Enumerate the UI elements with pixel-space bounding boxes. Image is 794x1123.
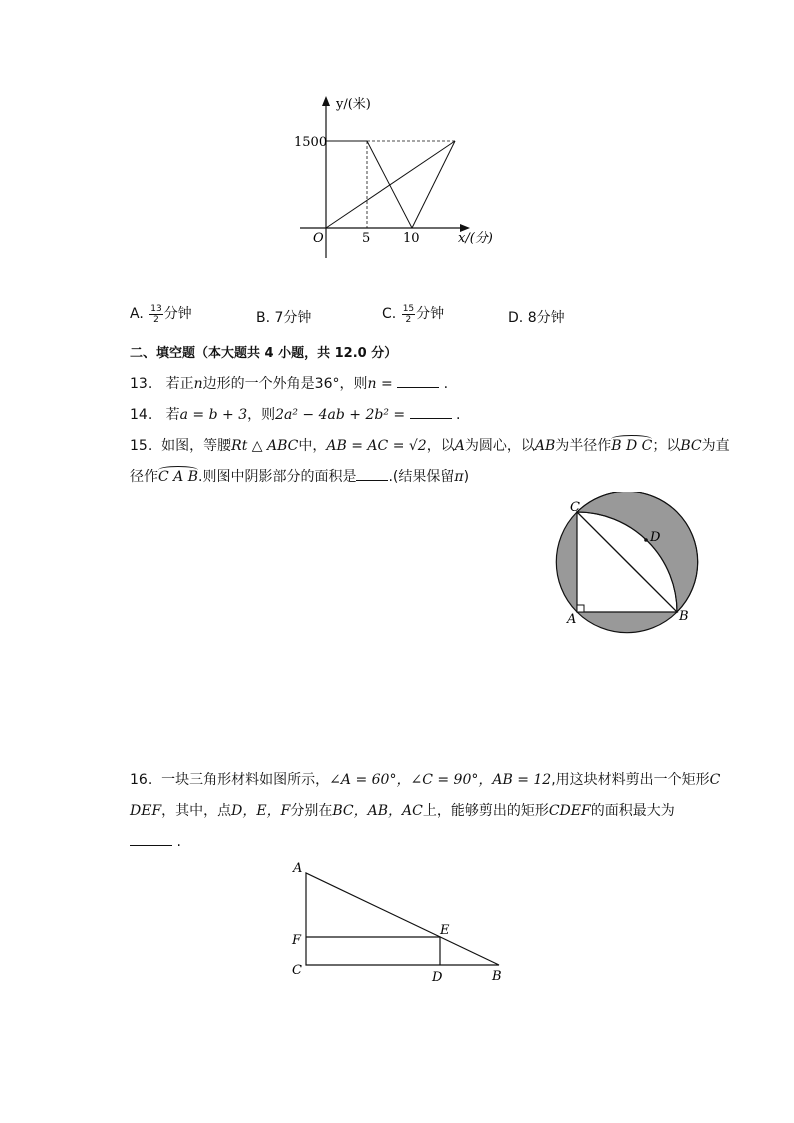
option-d[interactable] <box>508 307 565 327</box>
q14-expression: 2a² − 4ab + 2b² = <box>275 407 406 423</box>
option-a-unit: 分钟 <box>163 306 192 322</box>
q14-condition: a = b + 3 <box>179 407 248 423</box>
option-b[interactable] <box>256 307 311 327</box>
label-d-16: D <box>432 970 443 985</box>
label-c-16: C <box>292 963 302 978</box>
triangle-abc-16 <box>306 873 499 965</box>
q16-figure <box>280 855 510 990</box>
label-d: D <box>650 530 661 545</box>
y-axis-label: y/(米) <box>336 97 371 112</box>
question-16-line3: . <box>130 834 181 850</box>
segment-down <box>367 141 412 228</box>
option-a-fraction: $\frac{13}{2}$ <box>150 303 162 325</box>
option-d-label: D. <box>508 310 524 326</box>
q16-answer-blank[interactable] <box>130 845 172 846</box>
q13-var-n: n <box>193 376 203 392</box>
question-15-line1: 15. 如图，等腰Rt △ ABC中，AB = AC = √2，以A为圆心，以AB为半径作B D C；以BC为直 <box>130 438 730 454</box>
option-a-label: A. <box>130 306 144 322</box>
q15-number: 15. <box>130 438 153 454</box>
section-heading: 二、填空题（本大题共 4 小题，共 12.0 分） <box>130 346 398 361</box>
right-angle-mark <box>577 605 584 612</box>
x-tick-10: 10 <box>403 231 420 246</box>
question-15-line2: 径作C A B.则图中阴影部分的面积是 .(结果保留π) <box>130 469 470 485</box>
q13-answer-blank[interactable] <box>397 387 439 388</box>
q14-answer-blank[interactable] <box>410 418 452 419</box>
y-axis-arrow <box>322 96 330 106</box>
label-c: C <box>570 500 580 515</box>
question-16-line2: DEF，其中，点D，E，F分别在BC，AB，AC上，能够剪出的矩形CDEF的面积最大为 <box>130 803 675 819</box>
q14-prefix: 若 <box>165 407 180 423</box>
option-d-text: 8分钟 <box>527 310 565 326</box>
question-14 <box>130 404 460 424</box>
segment-origin-to-peak <box>326 141 455 228</box>
label-a: A <box>567 612 577 627</box>
option-a[interactable] <box>130 303 192 325</box>
q14-end: . <box>456 407 461 423</box>
q13-end: . <box>443 376 449 392</box>
q13-tail: n = <box>367 376 393 392</box>
label-b-16: B <box>492 969 502 984</box>
q13-mid: 边形的一个外角是36°，则 <box>202 376 368 392</box>
distance-time-graph <box>0 0 794 270</box>
question-13 <box>130 373 448 393</box>
label-e-16: E <box>440 923 450 938</box>
q16-number: 16. <box>130 772 153 788</box>
arc-cab: C A B <box>158 469 199 485</box>
y-tick-1500: 1500 <box>294 135 328 150</box>
option-b-text: 7分钟 <box>274 310 312 326</box>
q14-number: 14. <box>130 407 153 423</box>
label-a-16: A <box>293 861 303 876</box>
option-c-fraction: $\frac{15}{2}$ <box>402 303 415 325</box>
option-b-label: B. <box>256 310 271 326</box>
q14-mid: ，则 <box>247 407 276 423</box>
x-tick-5: 5 <box>362 231 371 246</box>
q15-figure <box>540 492 700 642</box>
label-b: B <box>679 609 689 624</box>
label-f-16: F <box>292 933 302 948</box>
q15-answer-blank[interactable] <box>356 480 388 481</box>
option-c-label: C. <box>382 306 397 322</box>
option-c[interactable] <box>382 303 444 325</box>
question-16-line1: 16. 一块三角形材料如图所示，∠A = 60°，∠C = 90°，AB = 12,用这块材料剪出一个矩形C <box>130 772 721 788</box>
origin-label: O <box>313 231 324 246</box>
q13-prefix: 若正 <box>165 376 194 392</box>
q13-number: 13. <box>130 376 153 392</box>
rectangle-cdef <box>306 937 440 965</box>
option-c-unit: 分钟 <box>416 306 445 322</box>
segment-up <box>412 141 455 228</box>
arc-bdc: B D C <box>611 438 653 454</box>
point-d <box>644 538 648 542</box>
x-axis-label: x/(分) <box>458 231 493 246</box>
